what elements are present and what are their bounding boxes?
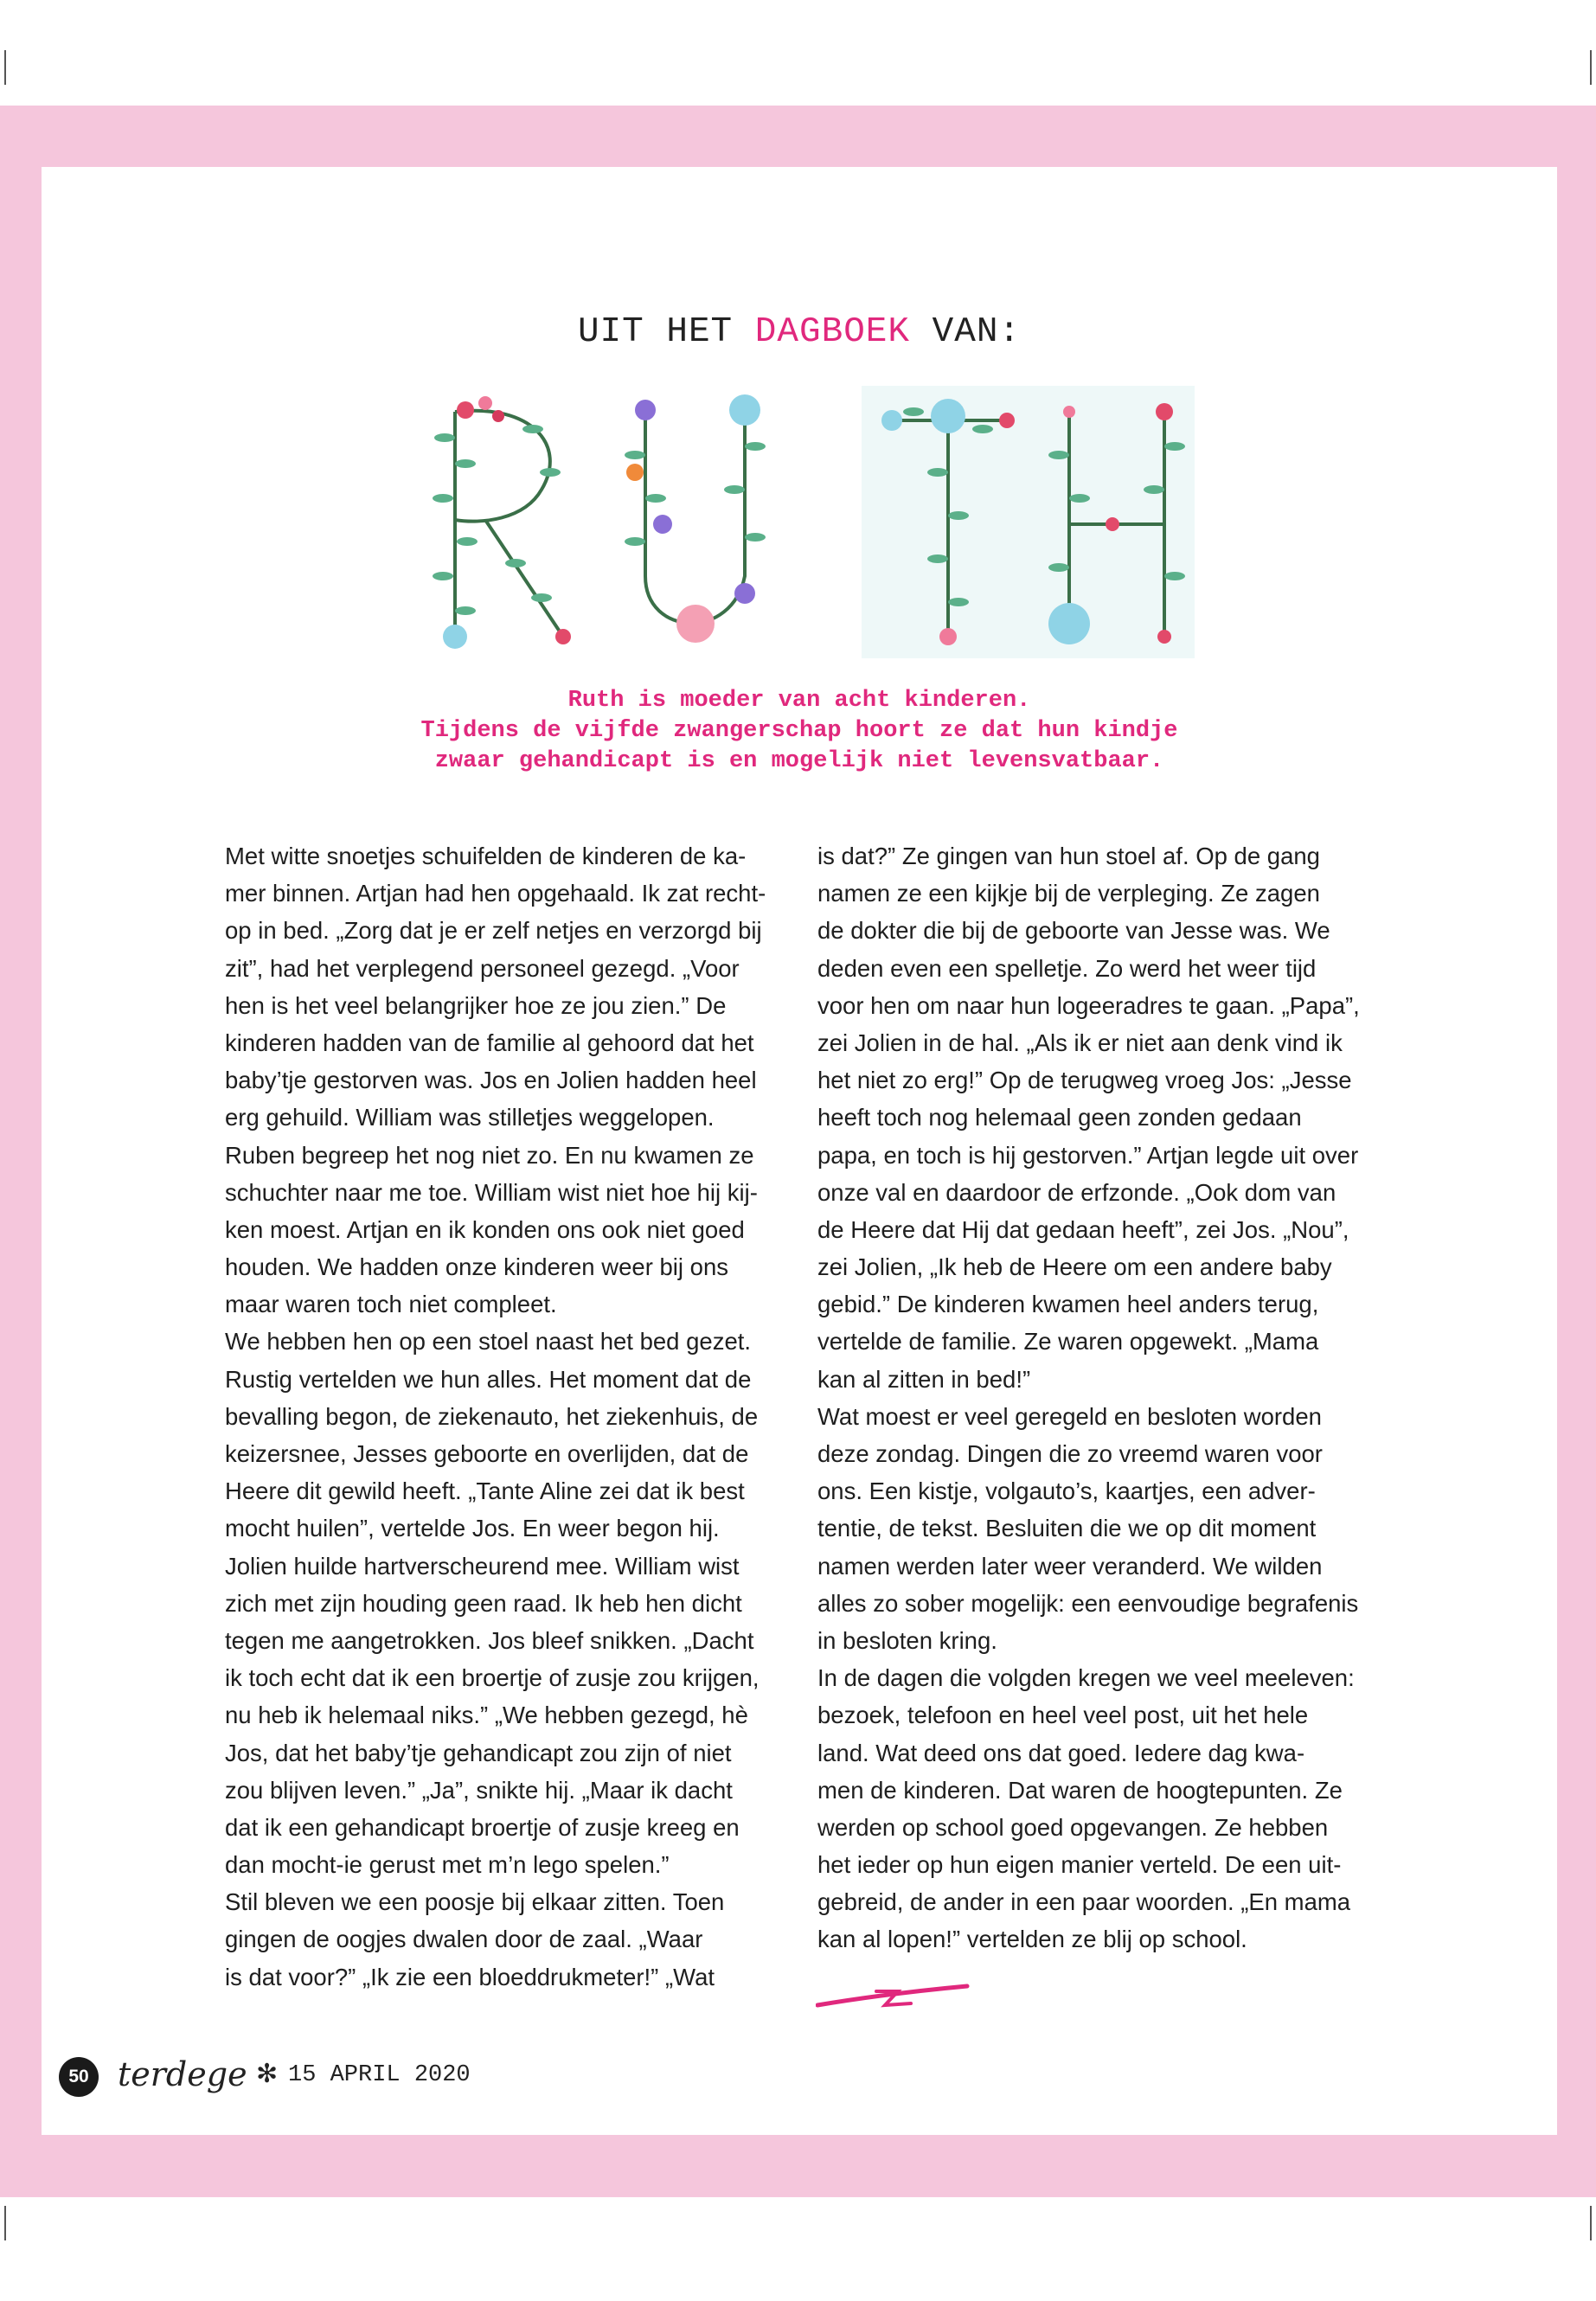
ruth-floral-lettering [403,377,1199,663]
text-line: ik toch echt dat ik een broertje of zusje zou krijgen, [225,1664,760,1692]
text-line: Heere dit gewild heeft. „Tante Aline zei dat ik best [225,1477,745,1505]
text-line: gebid.” De kinderen kwamen heel anders terug, [817,1291,1319,1318]
text-line: dat ik een gehandicapt broertje of zusje kreeg en [225,1813,740,1841]
article-column-left [225,837,813,1996]
text-line: hen is het veel belangrijker hoe ze jou zien.” De [225,991,727,1019]
article-column-right [817,837,1406,1958]
title-prefix: UIT HET [577,312,734,352]
text-line: houden. We hadden onze kinderen weer bij ons [225,1253,728,1281]
text-line: heeft toch nog helemaal geen zonden gedaan [817,1104,1302,1131]
text-line: deden even een spelletje. Zo werd het weer tijd [817,954,1317,982]
text-line: vertelde de familie. Ze waren opgewekt. „Mama [817,1328,1319,1356]
text-line: Rustig vertelden we hun alles. Het moment dat de [225,1365,752,1393]
text-line: ons. Een kistje, volgauto’s, kaartjes, een adver- [817,1477,1316,1505]
text-line: voor hen om naar hun logeeradres te gaan. „Papa”, [817,991,1360,1019]
text-line: We hebben hen op een stoel naast het bed gezet. [225,1328,752,1356]
crop-mark-bottom-left [4,2206,6,2240]
text-line: maar waren toch niet compleet. [225,1291,557,1318]
crop-mark-bottom-right [1590,2206,1592,2240]
text-line: is dat voor?” „Ik zie een bloeddrukmeter!” „Wat [225,1963,715,1990]
text-line: nu heb ik helemaal niks.” „We hebben gezegd, hè [225,1702,748,1729]
text-line: kan al zitten in bed!” [817,1365,1031,1393]
text-line: dan mocht-ie gerust met m’n lego spelen.” [225,1851,670,1879]
separator-star-icon: ✻ [256,2060,279,2088]
intro-line: Tijdens de vijfde zwangerschap hoort ze dat hun kindje [420,718,1178,744]
text-line: erg gehuild. William was stilletjes weggelopen. [225,1104,715,1131]
text-line: gebreid, de ander in een paar woorden. „En mama [817,1888,1351,1916]
text-line: Stil bleven we een poosje bij elkaar zitten. Toen [225,1888,725,1916]
text-line: zou blijven leven.” „Ja”, snikte hij. „Maar ik dacht [225,1776,733,1804]
text-line: onze val en daardoor de erfzonde. „Ook dom van [817,1178,1336,1206]
text-line: de Heere dat Hij dat gedaan heeft”, zei Jos. „Nou”, [817,1215,1349,1243]
crop-mark-top-left [4,50,6,85]
text-line: namen ze een kijkje bij de verpleging. Ze zagen [817,880,1320,907]
text-line: Ruben begreep het nog niet zo. En nu kwamen ze [225,1141,754,1169]
text-line: baby’tje gestorven was. Jos en Jolien hadden heel [225,1067,757,1094]
text-line: zich met zijn houding geen raad. Ik heb hen dicht [225,1589,742,1617]
text-line: mocht huilen”, vertelde Jos. En weer begon hij. [225,1515,720,1542]
text-line: Wat moest er veel geregeld en besloten worden [817,1402,1322,1430]
text-line: bevalling begon, de ziekenauto, het ziekenhuis, de [225,1402,759,1430]
text-line: zit”, had het verplegend personeel gezegd. „Voor [225,954,740,982]
page-number: 50 [59,2057,99,2097]
text-line: men de kinderen. Dat waren de hoogtepunten. Ze [817,1776,1343,1804]
text-line: het niet zo erg!” Op de terugweg vroeg Jos: „Jesse [817,1067,1352,1094]
text-line: werden op school goed opgevangen. Ze hebben [817,1813,1329,1841]
intro-line: zwaar gehandicapt is en mogelijk niet levensvatbaar. [434,748,1164,774]
magazine-logo: terdege [118,2055,247,2093]
text-line: keizersnee, Jesses geboorte en overlijden, dat de [225,1440,749,1467]
intro-line: Ruth is moeder van acht kinderen. [567,688,1031,714]
page-footer [59,2057,578,2100]
text-line: land. Wat deed ons dat goed. Iedere dag kwa- [817,1739,1305,1766]
text-line: het ieder op hun eigen manier verteld. De een uit- [817,1851,1342,1879]
text-line: tentie, de tekst. Besluiten die we op dit moment [817,1515,1317,1542]
text-line: gingen de oogjes dwalen door de zaal. „Waar [225,1926,703,1953]
title-suffix: VAN: [932,312,1022,352]
text-line: alles zo sober mogelijk: een eenvoudige begrafenis [817,1589,1359,1617]
text-line: Jolien huilde hartverscheurend mee. William wist [225,1552,740,1580]
text-line: mer binnen. Artjan had hen opgehaald. Ik zat recht- [225,880,766,907]
text-line: in besloten kring. [817,1626,997,1654]
text-line: namen werden later weer veranderd. We wilden [817,1552,1323,1580]
crop-mark-top-right [1590,50,1592,85]
page-title [42,312,1557,352]
intro-text [42,686,1557,777]
signature-flourish [816,1979,971,2014]
text-line: kinderen hadden van de familie al gehoord dat het [225,1029,754,1056]
text-line: ken moest. Artjan en ik konden ons ook niet goed [225,1215,745,1243]
text-line: is dat?” Ze gingen van hun stoel af. Op de gang [817,843,1320,869]
issue-date: 15 APRIL 2020 [288,2062,471,2088]
text-line: bezoek, telefoon en heel veel post, uit het hele [817,1702,1309,1729]
title-accent: DAGBOEK [754,312,911,352]
text-line: kan al lopen!” vertelden ze blij op school. [817,1926,1247,1953]
text-line: op in bed. „Zorg dat je er zelf netjes en verzorgd bij [225,917,762,945]
text-line: zei Jolien in de hal. „Als ik er niet aan denk vind ik [817,1029,1343,1056]
text-line: Jos, dat het baby’tje gehandicapt zou zijn of niet [225,1739,732,1766]
text-line: tegen me aangetrokken. Jos bleef snikken. „Dacht [225,1626,754,1654]
text-line: papa, en toch is hij gestorven.” Artjan legde uit over [817,1141,1359,1169]
text-line: zei Jolien, „Ik heb de Heere om een andere baby [817,1253,1332,1281]
text-line: de dokter die bij de geboorte van Jesse was. We [817,917,1330,945]
magazine-page [42,167,1557,2135]
text-line: Met witte snoetjes schuifelden de kinderen de ka- [225,843,747,869]
text-line: deze zondag. Dingen die zo vreemd waren voor [817,1440,1323,1467]
text-line: schuchter naar me toe. William wist niet hoe hij kij- [225,1178,758,1206]
text-line: In de dagen die volgden kregen we veel meeleven: [817,1664,1355,1692]
